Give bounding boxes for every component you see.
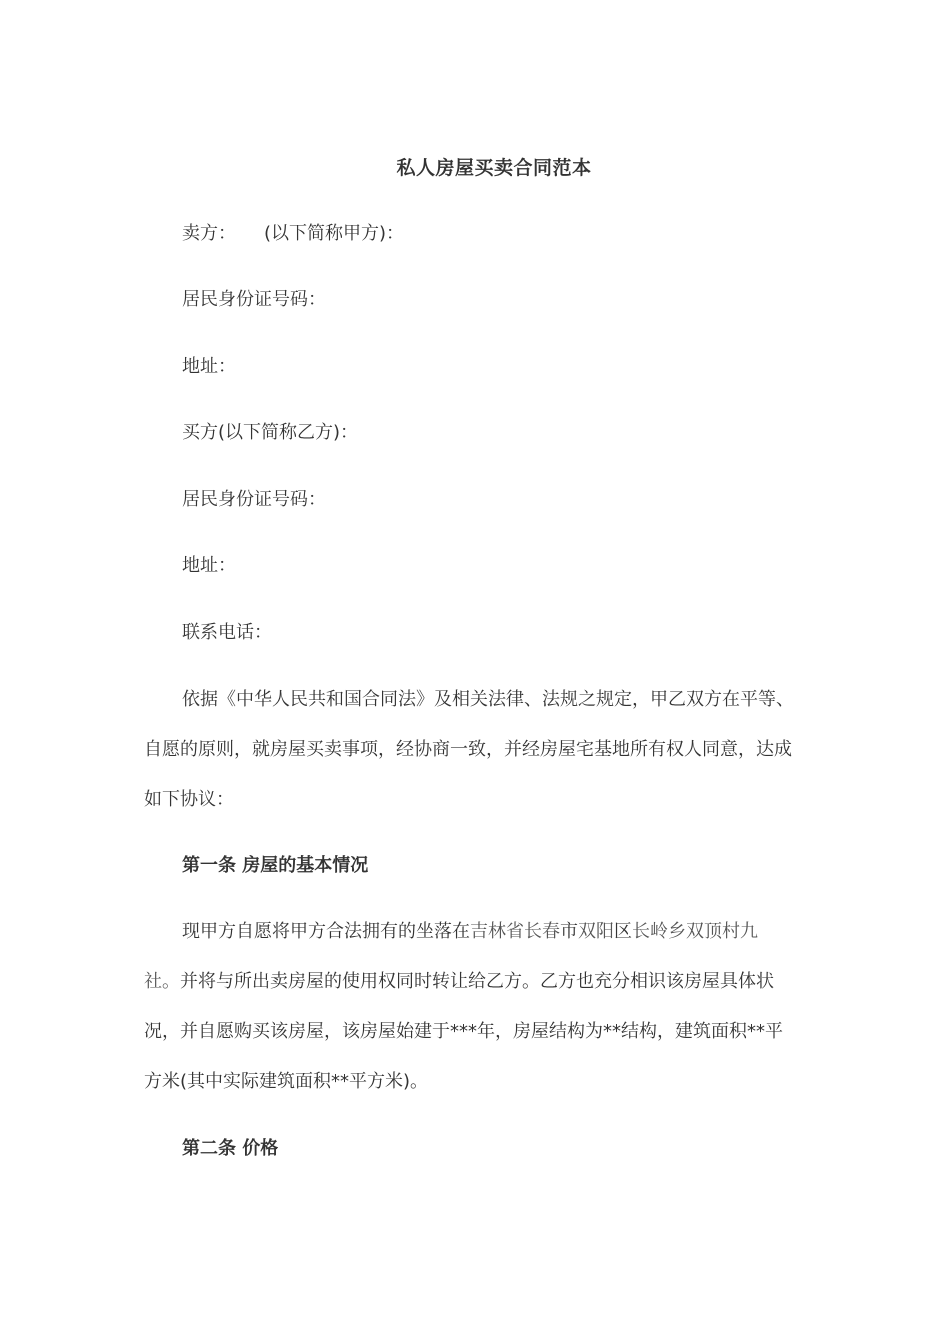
- article-1-line-2-rest: 并将与所出卖房屋的使用权同时转让给乙方。乙方也充分相识该房屋具体状: [180, 971, 774, 992]
- place-district-name: 双阳: [578, 921, 614, 942]
- seller-line: [182, 220, 404, 248]
- seller-address-label: 地址：: [182, 356, 236, 377]
- article-1-line-1-prefix: 现甲方自愿将甲方合法拥有的坐落在: [182, 921, 470, 942]
- buyer-id-label: 居民身份证号码：: [182, 489, 326, 510]
- article-1-line-4: 方米(其中实际建筑面积**平方米)。: [144, 1071, 429, 1092]
- phone-label: 联系电话：: [182, 622, 272, 643]
- place-city-name: 长春: [524, 921, 560, 942]
- place-village: 长岭乡双顶村九: [632, 921, 758, 942]
- buyer-label: 买方(以下简称乙方)：: [182, 422, 359, 443]
- intro-line-3: 如下协议：: [144, 789, 234, 810]
- article-2-heading: 第二条 价格: [182, 1138, 279, 1159]
- seller-label: 卖方：: [182, 223, 236, 244]
- buyer-address-label: 地址：: [182, 555, 236, 576]
- intro-line-2: 自愿的原则，就房屋买卖事项，经协商一致，并经房屋宅基地所有权人同意，达成: [144, 739, 792, 760]
- article-1-line-1: [182, 918, 758, 946]
- place-community: 社。: [144, 971, 180, 992]
- place-city-suffix: 市: [560, 921, 578, 942]
- seller-id-label: 居民身份证号码：: [182, 289, 326, 310]
- intro-line-1: 依据《中华人民共和国合同法》及相关法律、法规之规定，甲乙双方在平等、: [182, 689, 794, 710]
- seller-alias: (以下简称甲方)：: [264, 223, 405, 244]
- place-district-suffix: 区: [614, 921, 632, 942]
- place-province: 吉林省: [470, 921, 524, 942]
- article-1-heading: 第一条 房屋的基本情况: [182, 855, 369, 876]
- article-1-line-3: 况，并自愿购买该房屋，该房屋始建于***年，房屋结构为**结构，建筑面积**平: [144, 1021, 783, 1042]
- article-1-line-2: [144, 968, 774, 996]
- document-title: 私人房屋买卖合同范本: [396, 157, 592, 179]
